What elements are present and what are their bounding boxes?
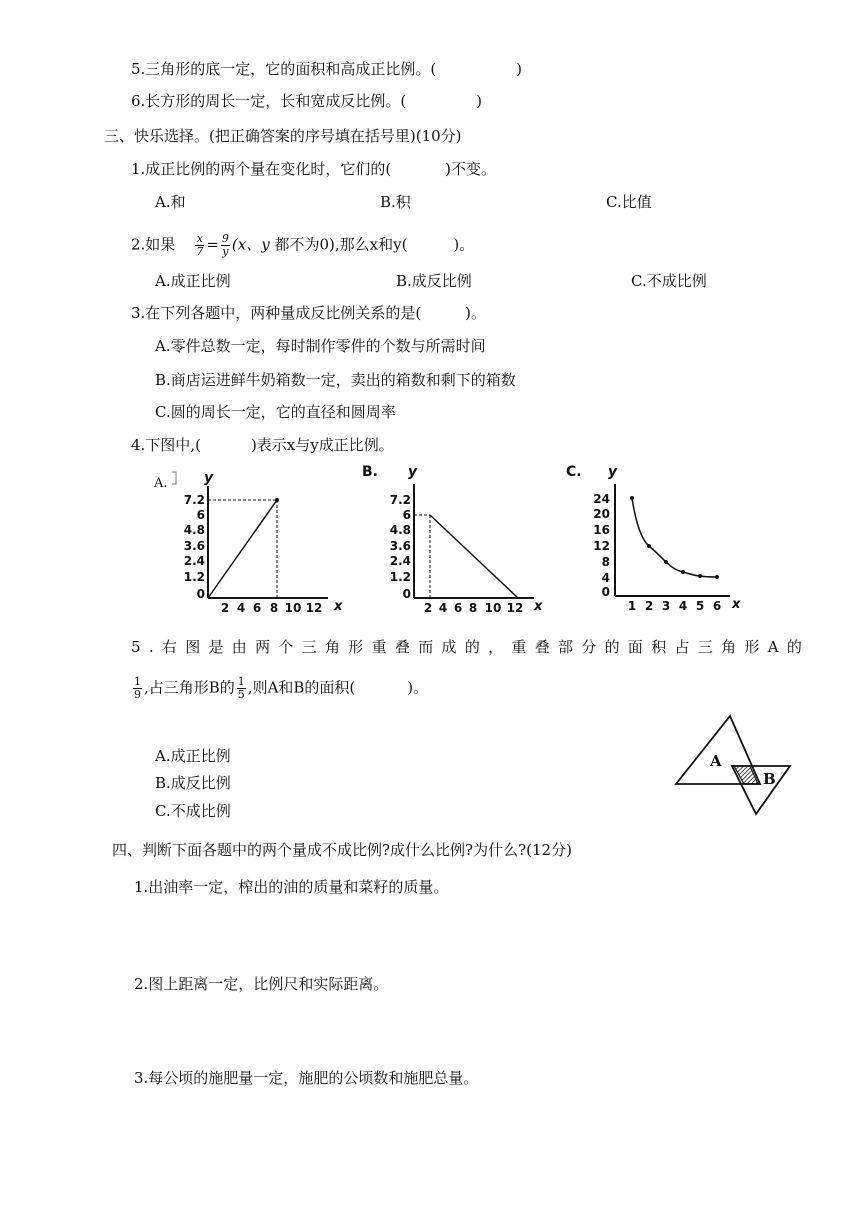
overlapping-triangles-figure bbox=[672, 714, 797, 822]
judge-item-6 bbox=[131, 92, 482, 110]
ytick: 3.6 bbox=[389, 539, 411, 553]
xtick: 5 bbox=[695, 599, 705, 613]
point bbox=[698, 574, 702, 578]
condition-text: 都不为0),那么x和y( bbox=[274, 235, 408, 254]
condition-vars: (x、y bbox=[231, 235, 270, 254]
point bbox=[681, 570, 685, 574]
fraction-9-over-y: $\frac{9}{y}$ bbox=[221, 232, 229, 259]
xtick: 6 bbox=[252, 601, 262, 614]
s3-q1-text: 1.成正比例的两个量在变化时，它们的( bbox=[131, 160, 392, 178]
fraction-x-over-7: $\frac{x}{7}$ bbox=[196, 232, 204, 259]
ytick: 4.8 bbox=[183, 523, 205, 537]
graph-c-xlabel: x bbox=[732, 597, 741, 612]
section3-title: 三、快乐选择。(把正确答案的序号填在括号里)(10分) bbox=[104, 127, 462, 145]
ytick: 1.2 bbox=[389, 570, 411, 584]
graph-c-yticks bbox=[593, 492, 610, 599]
graph-a-point bbox=[275, 498, 279, 502]
s3-q2-stem bbox=[131, 233, 474, 258]
ytick: 7.2 bbox=[183, 493, 205, 507]
graph-a-xticks bbox=[221, 601, 323, 614]
xtick: 4 bbox=[678, 599, 688, 613]
s4-q1: 1.出油率一定，榨出的油的质量和菜籽的质量。 bbox=[134, 878, 449, 896]
xtick: 10 bbox=[284, 601, 302, 614]
graph-b-label: B. bbox=[362, 464, 378, 480]
ytick: 4.8 bbox=[389, 523, 411, 537]
judge-item-6-text: 6.长方形的周长一定，长和宽成反比例。( bbox=[131, 92, 407, 110]
s3-q3-stem bbox=[131, 304, 486, 322]
s3-q4-text-end: )表示x与y成正比例。 bbox=[250, 436, 394, 454]
ytick: 4 bbox=[601, 571, 610, 585]
graph-c-xticks bbox=[628, 599, 721, 613]
xtick: 8 bbox=[468, 601, 478, 614]
s3-q5-text-end: )。 bbox=[407, 678, 429, 697]
ytick: 0 bbox=[402, 587, 411, 601]
xtick: 6 bbox=[712, 599, 722, 613]
s3-q2-option-a[interactable]: A.成正比例 bbox=[155, 272, 231, 290]
s3-q3-option-b[interactable]: B.商店运进鲜牛奶箱数一定，卖出的箱数和剩下的箱数 bbox=[155, 371, 516, 389]
graph-a-yticks bbox=[184, 493, 205, 601]
ytick: 24 bbox=[593, 492, 610, 506]
ytick: 0 bbox=[601, 585, 610, 599]
s3-q5-line1: 5.右图是由两个三角形重叠而成的，重叠部分的面积占三角形A的 bbox=[131, 638, 811, 656]
ytick: 16 bbox=[593, 523, 610, 537]
ytick: 2.4 bbox=[389, 554, 411, 568]
graph-b-line bbox=[430, 515, 518, 598]
ytick: 8 bbox=[601, 555, 610, 569]
graph-a-line bbox=[208, 500, 277, 598]
xtick: 10 bbox=[484, 601, 502, 614]
s3-q5-option-c[interactable]: C.不成比例 bbox=[155, 802, 231, 820]
judge-item-5 bbox=[131, 60, 522, 78]
ytick: 3.6 bbox=[183, 539, 205, 553]
ytick: 2.4 bbox=[183, 554, 205, 568]
point bbox=[664, 560, 668, 564]
overlap-region bbox=[734, 766, 758, 784]
s3-q5-end: ,则A和B的面积( bbox=[247, 678, 356, 697]
s3-q2-option-c[interactable]: C.不成比例 bbox=[631, 272, 707, 290]
s3-q5-option-a[interactable]: A.成正比例 bbox=[155, 747, 231, 765]
graph-b-yticks bbox=[390, 493, 411, 601]
triangle-b-label: B bbox=[763, 770, 776, 788]
graph-a-ylabel: y bbox=[204, 470, 214, 486]
point bbox=[647, 544, 651, 548]
s3-q5-mid: ,占三角形B的 bbox=[144, 678, 235, 697]
triangle-a-label: A bbox=[710, 752, 722, 770]
s3-q1-option-a[interactable]: A.和 bbox=[155, 193, 186, 211]
bracket-mark bbox=[172, 472, 176, 484]
xtick: 8 bbox=[269, 601, 279, 614]
graph-a[interactable] bbox=[150, 464, 350, 618]
paren-close: ) bbox=[476, 92, 483, 110]
xtick: 2 bbox=[644, 599, 654, 613]
s3-q2-prefix: 2.如果 bbox=[131, 235, 176, 254]
graph-b-xticks bbox=[424, 601, 524, 614]
s3-q1-text-end: )不变。 bbox=[445, 160, 497, 178]
graph-b-xlabel: x bbox=[534, 599, 543, 614]
graph-c-curve bbox=[632, 498, 717, 577]
s3-q4-text: 4.下图中,( bbox=[131, 436, 201, 454]
graph-a-xlabel: x bbox=[334, 599, 343, 614]
paren-close: ) bbox=[516, 60, 523, 78]
s3-q1-option-b[interactable]: B.积 bbox=[380, 193, 411, 211]
xtick: 1 bbox=[627, 599, 637, 613]
equals-sign: = bbox=[206, 235, 219, 254]
s3-q5-option-b[interactable]: B.成反比例 bbox=[155, 774, 231, 792]
s3-q3-text: 3.在下列各题中，两种量成反比例关系的是( bbox=[131, 304, 422, 322]
xtick: 2 bbox=[423, 601, 433, 614]
graph-c[interactable] bbox=[562, 464, 752, 618]
graph-b[interactable] bbox=[358, 464, 558, 618]
xtick: 2 bbox=[220, 601, 230, 614]
ytick: 6 bbox=[402, 508, 411, 522]
s4-q2: 2.图上距离一定，比例尺和实际距离。 bbox=[134, 975, 389, 993]
graph-b-ylabel: y bbox=[408, 464, 418, 480]
xtick: 4 bbox=[438, 601, 448, 614]
judge-item-5-text: 5.三角形的底一定，它的面积和高成正比例。( bbox=[131, 60, 437, 78]
s3-q1-option-c[interactable]: C.比值 bbox=[606, 193, 652, 211]
s3-q5-line2 bbox=[131, 676, 428, 701]
ytick: 1.2 bbox=[183, 570, 205, 584]
s3-q4-stem bbox=[131, 436, 394, 454]
ytick: 20 bbox=[593, 507, 610, 521]
ytick: 6 bbox=[196, 508, 205, 522]
xtick: 12 bbox=[305, 601, 323, 614]
s3-q2-text-end: )。 bbox=[453, 235, 475, 254]
graph-a-label: A. bbox=[154, 476, 168, 491]
s3-q1-stem bbox=[131, 160, 496, 178]
s3-q2-option-b[interactable]: B.成反比例 bbox=[396, 272, 472, 290]
ytick: 0 bbox=[196, 587, 205, 601]
s4-q3: 3.每公顷的施肥量一定，施肥的公顷数和施肥总量。 bbox=[134, 1069, 479, 1087]
fraction-1-over-9: $\frac{1}{9}$ bbox=[134, 675, 141, 702]
point bbox=[630, 496, 634, 500]
point bbox=[715, 575, 719, 579]
graph-c-label: C. bbox=[566, 464, 582, 480]
s3-q3-text-end: )。 bbox=[465, 304, 487, 322]
xtick: 12 bbox=[506, 601, 524, 614]
ytick: 12 bbox=[593, 539, 610, 553]
ytick: 7.2 bbox=[389, 493, 411, 507]
s3-q3-option-c[interactable]: C.圆的周长一定，它的直径和圆周率 bbox=[155, 403, 396, 421]
graph-c-ylabel: y bbox=[608, 464, 618, 480]
xtick: 3 bbox=[661, 599, 671, 613]
xtick: 6 bbox=[453, 601, 463, 614]
section4-title: 四、判断下面各题中的两个量成不成比例?成什么比例?为什么?(12分) bbox=[112, 841, 572, 859]
fraction-1-over-5: $\frac{1}{5}$ bbox=[237, 675, 245, 702]
s3-q3-option-a[interactable]: A.零件总数一定，每时制作零件的个数与所需时间 bbox=[155, 337, 486, 355]
xtick: 4 bbox=[236, 601, 246, 614]
